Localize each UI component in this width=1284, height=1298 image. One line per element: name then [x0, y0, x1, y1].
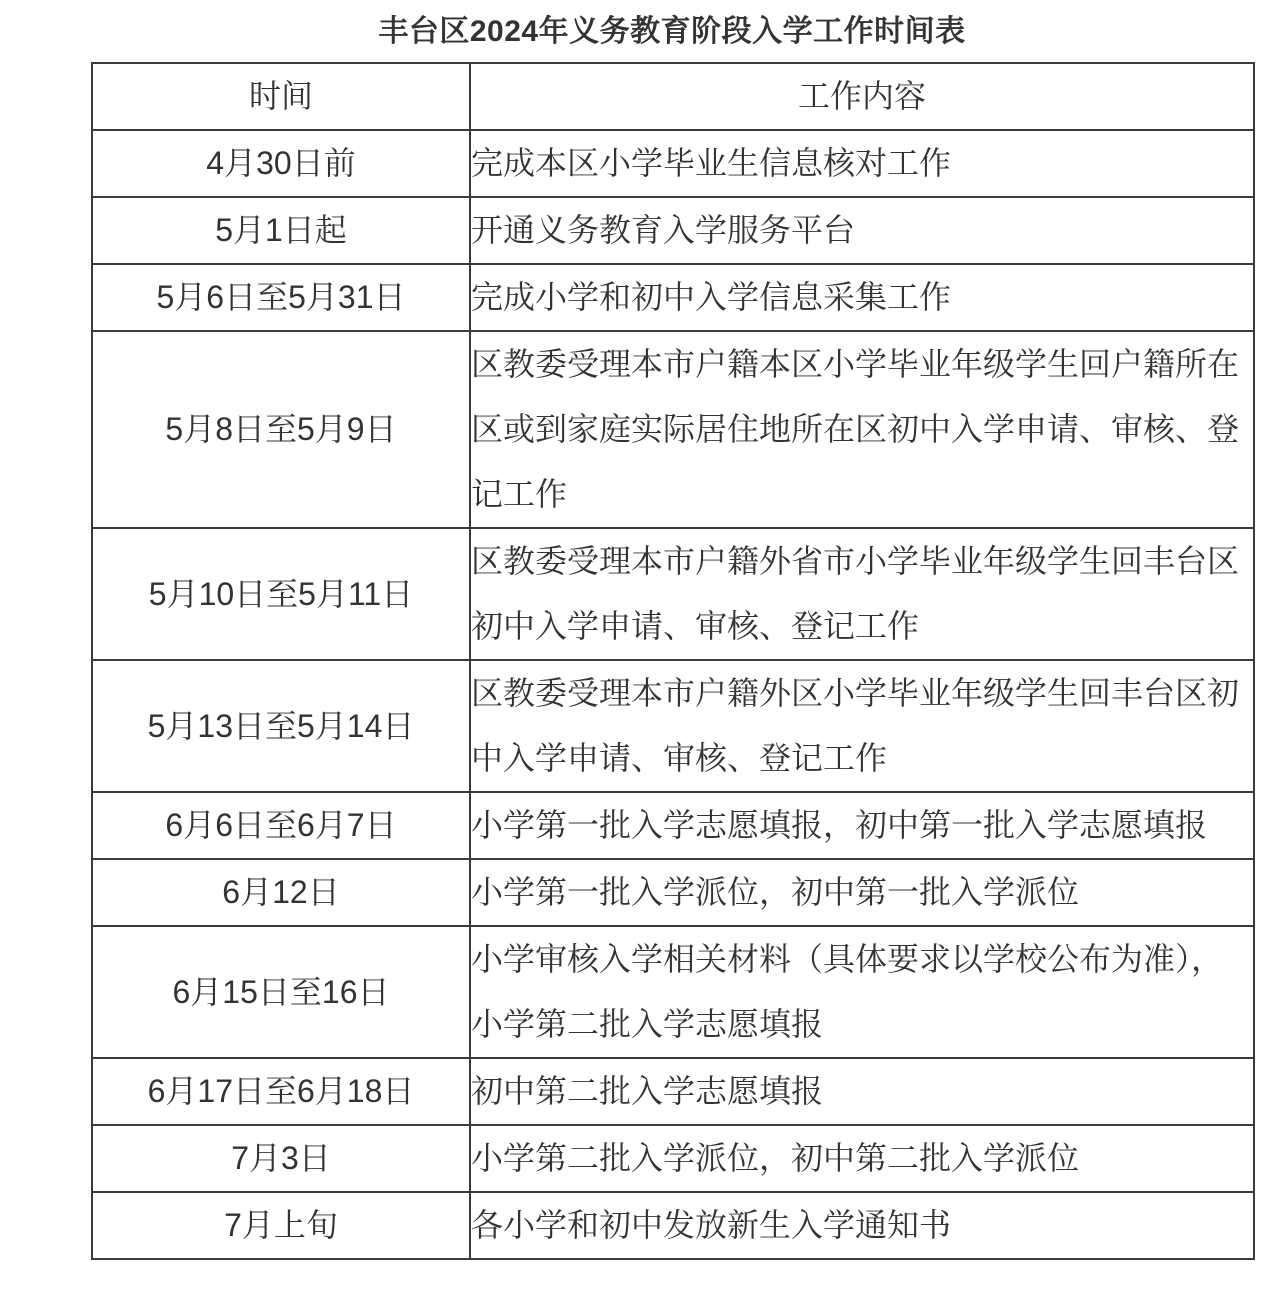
table-row [92, 1058, 1254, 1125]
time-cell: 5月6日至5月31日 [92, 264, 470, 331]
table-row [92, 859, 1254, 926]
task-cell: 区教委受理本市户籍外区小学毕业年级学生回丰台区初中入学申请、审核、登记工作 [470, 660, 1254, 792]
table-row [92, 197, 1254, 264]
time-cell: 5月8日至5月9日 [92, 331, 470, 528]
time-cell: 6月6日至6月7日 [92, 792, 470, 859]
task-cell: 完成小学和初中入学信息采集工作 [470, 264, 1254, 331]
task-cell: 初中第二批入学志愿填报 [470, 1058, 1254, 1125]
table-row [92, 528, 1254, 660]
time-cell: 7月上旬 [92, 1192, 470, 1259]
column-header-task: 工作内容 [470, 63, 1254, 130]
column-header-time: 时间 [92, 63, 470, 130]
header-row [92, 63, 1254, 130]
table-row [92, 1125, 1254, 1192]
task-cell: 小学第一批入学志愿填报，初中第一批入学志愿填报 [470, 792, 1254, 859]
task-cell: 小学第二批入学派位，初中第二批入学派位 [470, 1125, 1254, 1192]
time-cell: 5月1日起 [92, 197, 470, 264]
time-cell: 5月13日至5月14日 [92, 660, 470, 792]
schedule-table [91, 62, 1255, 1260]
table-row [92, 331, 1254, 528]
time-cell: 6月12日 [92, 859, 470, 926]
table-row [92, 660, 1254, 792]
task-cell: 小学第一批入学派位，初中第一批入学派位 [470, 859, 1254, 926]
table-body [92, 130, 1254, 1259]
time-cell: 5月10日至5月11日 [92, 528, 470, 660]
task-cell: 完成本区小学毕业生信息核对工作 [470, 130, 1254, 197]
table-row [92, 264, 1254, 331]
time-cell: 7月3日 [92, 1125, 470, 1192]
task-cell: 区教委受理本市户籍本区小学毕业年级学生回户籍所在区或到家庭实际居住地所在区初中入学申请、审核、登记工作 [470, 331, 1254, 528]
table-row [92, 1192, 1254, 1259]
table-row [92, 926, 1254, 1058]
task-cell: 开通义务教育入学服务平台 [470, 197, 1254, 264]
table-row [92, 130, 1254, 197]
time-cell: 6月17日至6月18日 [92, 1058, 470, 1125]
task-cell: 各小学和初中发放新生入学通知书 [470, 1192, 1254, 1259]
time-cell: 4月30日前 [92, 130, 470, 197]
time-cell: 6月15日至16日 [92, 926, 470, 1058]
task-cell: 区教委受理本市户籍外省市小学毕业年级学生回丰台区初中入学申请、审核、登记工作 [470, 528, 1254, 660]
page-title: 丰台区2024年义务教育阶段入学工作时间表 [378, 15, 966, 48]
table-row [92, 792, 1254, 859]
task-cell: 小学审核入学相关材料（具体要求以学校公布为准），小学第二批入学志愿填报 [470, 926, 1254, 1058]
